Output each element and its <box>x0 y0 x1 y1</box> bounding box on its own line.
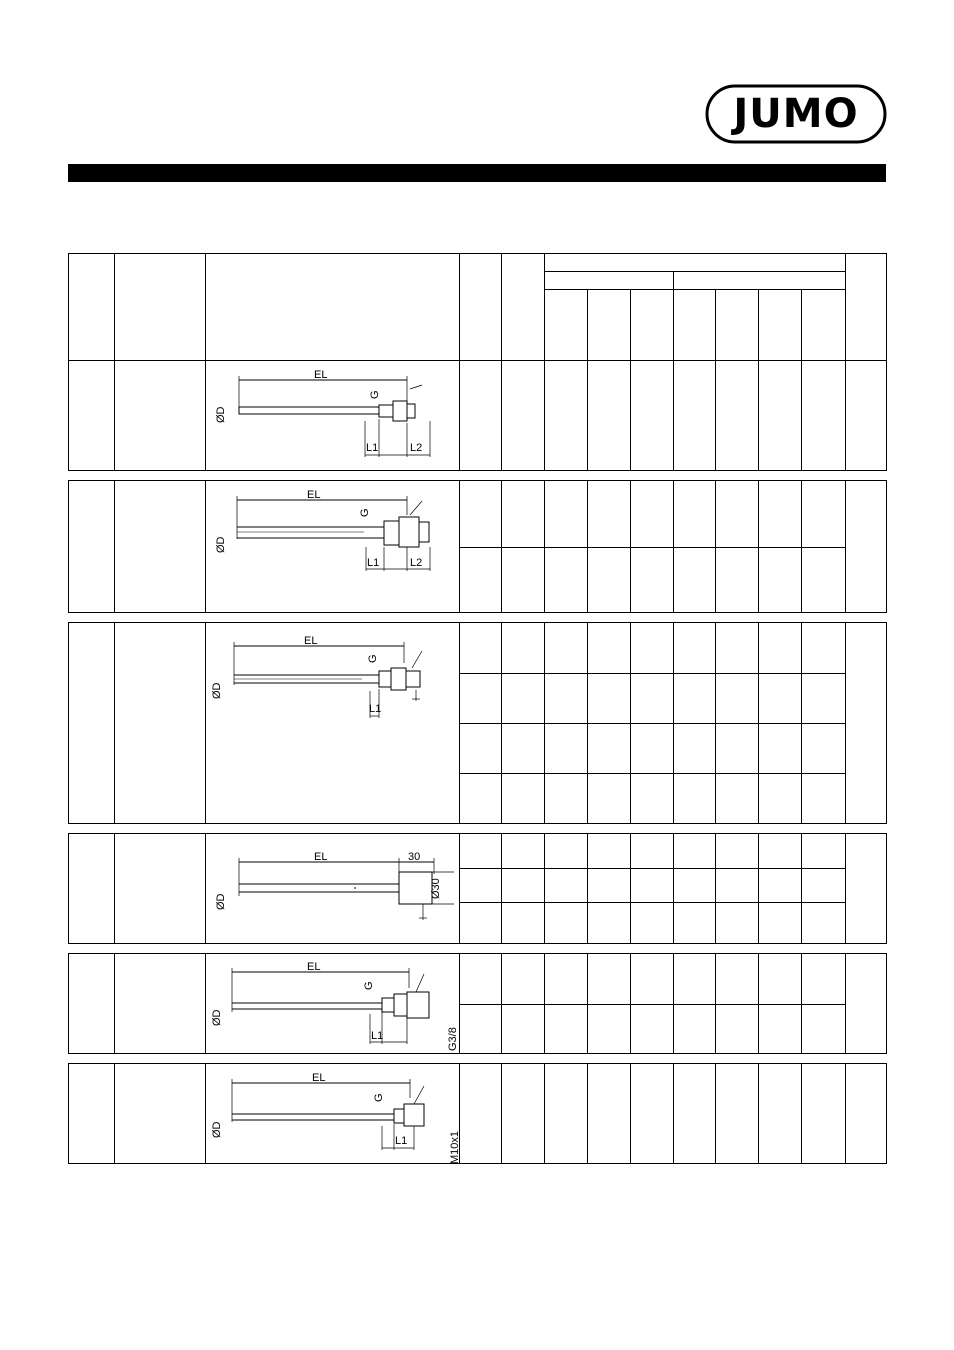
el-label: EL <box>304 635 318 647</box>
variant-block-1 <box>68 360 887 471</box>
dim-30-label: 30 <box>408 851 421 863</box>
el-label: EL <box>312 1072 326 1084</box>
el-label: EL <box>307 961 321 973</box>
l1-label: L1 <box>367 557 380 569</box>
thread-label: G <box>373 1093 385 1102</box>
l1-label: L1 <box>371 1030 384 1042</box>
dia-30-label: Ø30 <box>430 878 442 899</box>
diameter-label: ØD <box>211 682 223 699</box>
l2-label: L2 <box>410 442 423 454</box>
table-header <box>68 253 887 361</box>
brand-name: JUMO <box>733 91 859 137</box>
l1-label: L1 <box>369 703 382 715</box>
m10-label: M10x1 <box>449 1130 461 1164</box>
variant-block-3 <box>68 622 887 824</box>
l2-label: L2 <box>410 557 423 569</box>
thermowell-drawing-1 <box>204 361 458 470</box>
thread-label: G <box>367 654 379 663</box>
thermowell-drawing-2 <box>204 481 458 612</box>
thermowell-drawing-3 <box>204 623 458 823</box>
l1-label: L1 <box>395 1135 408 1147</box>
diameter-label: ØD <box>211 1009 223 1026</box>
thermowell-drawing-5 <box>204 954 458 1053</box>
diameter-label: ØD <box>215 893 227 910</box>
el-label: EL <box>307 489 321 501</box>
diameter-label: ØD <box>211 1121 223 1138</box>
thread-label: G <box>363 981 375 990</box>
g38-label: G3/8 <box>447 1027 459 1051</box>
variant-block-4 <box>68 833 887 944</box>
header-bar <box>68 164 886 182</box>
thread-label: G <box>369 390 381 399</box>
thread-label: G <box>359 508 371 517</box>
variant-block-2 <box>68 480 887 613</box>
l1-label: L1 <box>366 442 379 454</box>
thermowell-drawing-6 <box>204 1064 461 1164</box>
variant-block-6 <box>68 1063 887 1164</box>
variant-block-5 <box>68 953 887 1054</box>
jumo-logo <box>705 84 887 144</box>
el-label: EL <box>314 851 328 863</box>
thermowell-drawing-4 <box>204 834 458 943</box>
diameter-label: ØD <box>215 406 227 423</box>
diameter-label: ØD <box>215 536 227 553</box>
el-label: EL <box>314 369 328 381</box>
